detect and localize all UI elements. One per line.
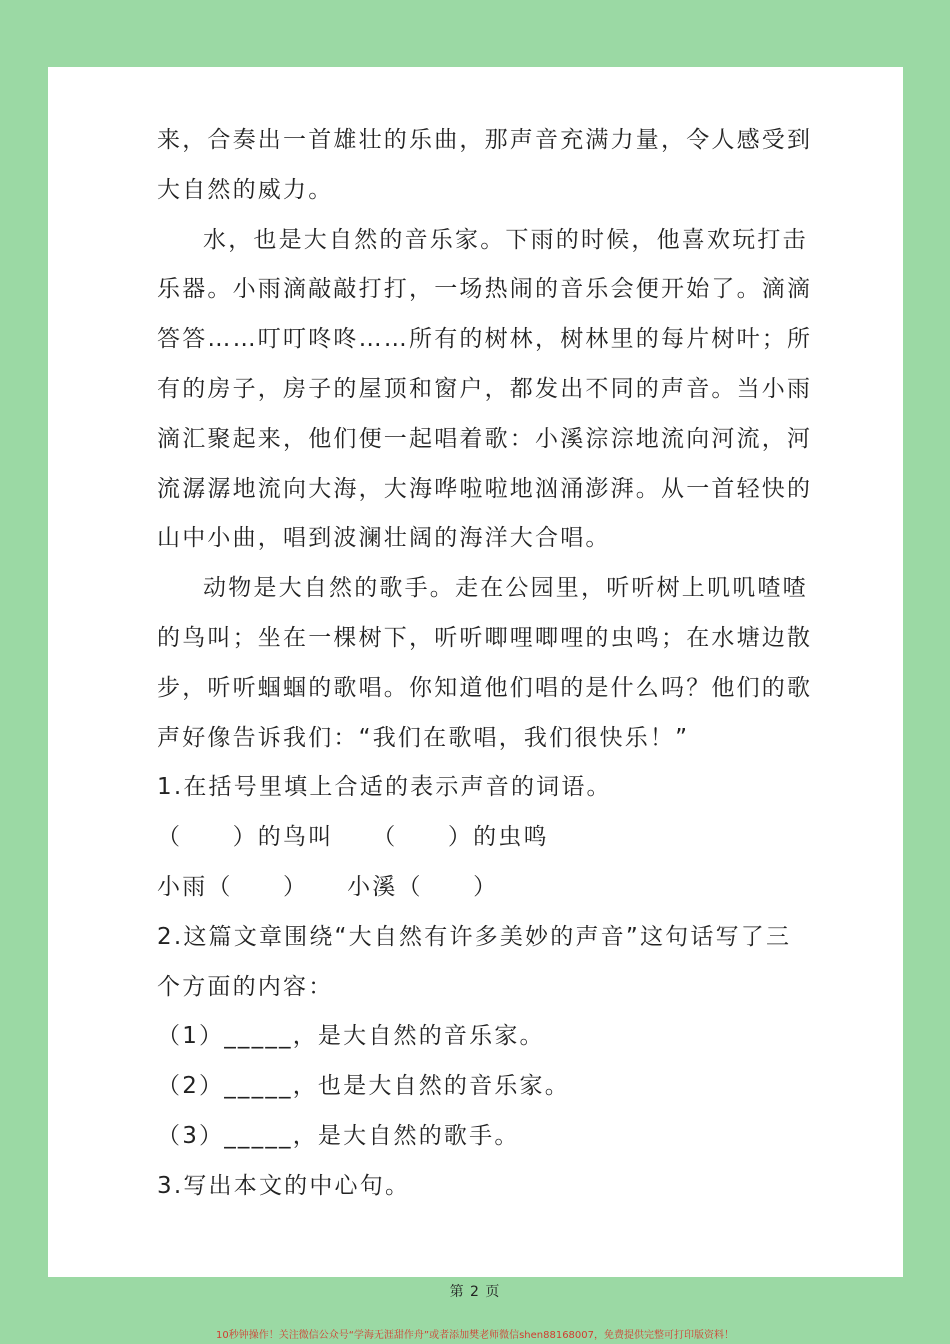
question-1-blanks-row-2: 小雨（ ） 小溪（ ）	[157, 873, 499, 900]
question-3-title: 3.写出本文的中心句。	[157, 1172, 411, 1199]
promo-notice: 10秒钟操作！关注微信公众号“学海无涯甜作舟”或者添加樊老师微信shen88168007，免费提供完整可打印版资料！	[215, 1330, 735, 1341]
question-1-blanks-row-1: （ ）的鸟叫 （ ）的虫鸣	[157, 824, 549, 851]
passage-line: 动物是大自然的歌手。走在公园里，听听树上叽叽喳喳	[203, 575, 808, 602]
question-1-title: 1.在括号里填上合适的表示声音的词语。	[157, 774, 612, 801]
passage-line: 的鸟叫；坐在一棵树下，听听唧哩唧哩的虫鸣；在水塘边散	[157, 624, 813, 651]
passage-line: 流潺潺地流向大海，大海哗啦啦地汹涌澎湃。从一首轻快的	[157, 475, 813, 502]
page-number: 第 2 页	[449, 1284, 501, 1300]
question-2-title-continued: 个方面的内容：	[157, 973, 334, 1000]
question-2-title: 2.这篇文章围绕“大自然有许多美妙的声音”这句话写了三	[157, 923, 792, 950]
passage-line: 乐器。小雨滴敲敲打打，一场热闹的音乐会便开始了。滴滴	[157, 276, 813, 303]
passage-line: 水，也是大自然的音乐家。下雨的时候，他喜欢玩打击	[203, 226, 808, 253]
question-2-item-3: （3）_____，是大自然的歌手。	[157, 1122, 520, 1149]
question-2-item-1: （1）_____，是大自然的音乐家。	[157, 1023, 545, 1050]
passage-line: 声好像告诉我们：“我们在歌唱，我们很快乐！”	[157, 724, 690, 751]
passage-line: 山中小曲，唱到波澜壮阔的海洋大合唱。	[157, 525, 611, 552]
passage-line: 步，听听蝈蝈的歌唱。你知道他们唱的是什么吗？他们的歌	[157, 674, 813, 701]
worksheet-content	[157, 116, 813, 1212]
passage-line: 有的房子，房子的屋顶和窗户，都发出不同的声音。当小雨	[157, 375, 813, 402]
passage-line: 大自然的威力。	[157, 176, 334, 203]
passage-line: 滴汇聚起来，他们便一起唱着歌：小溪淙淙地流向河流，河	[157, 425, 813, 452]
passage-line: 答答……叮叮咚咚……所有的树林，树林里的每片树叶；所	[157, 326, 813, 353]
passage-line: 来，合奏出一首雄壮的乐曲，那声音充满力量，令人感受到	[157, 127, 813, 153]
question-2-item-2: （2）_____，也是大自然的音乐家。	[157, 1073, 570, 1100]
